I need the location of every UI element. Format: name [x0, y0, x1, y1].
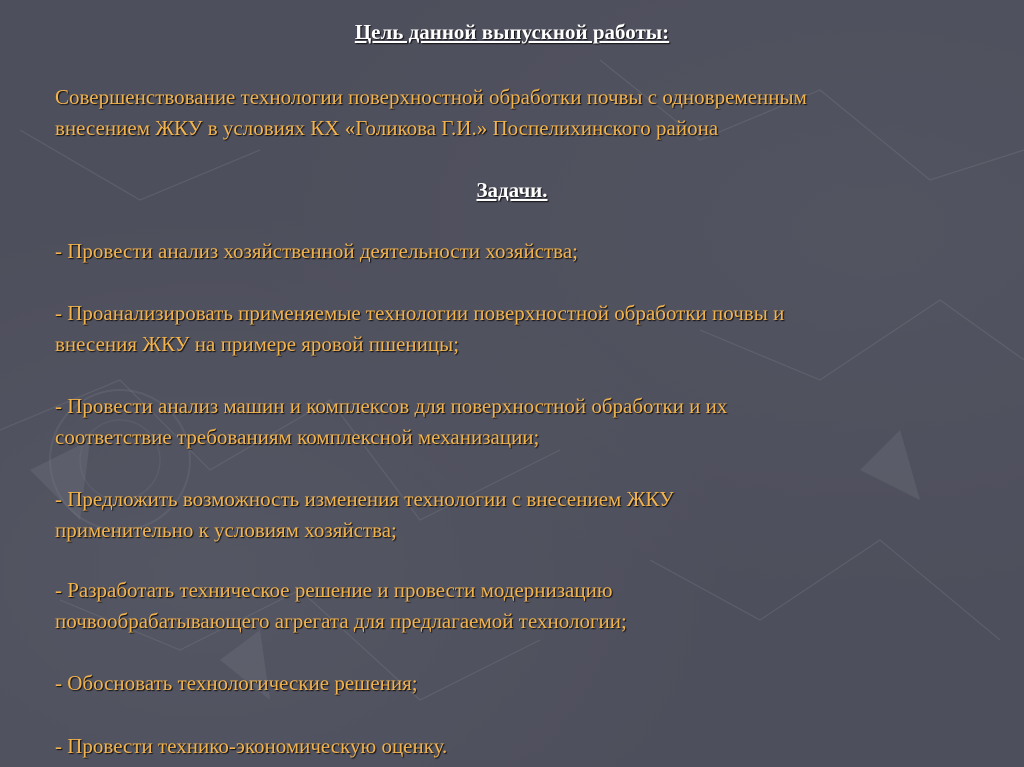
task-item-4-line-2: применительно к условиям хозяйства;	[55, 518, 397, 542]
task-item-2-line-1: - Проанализировать применяемые технологии поверхностной обработки почвы и	[55, 301, 785, 325]
task-item-3-line-2: соответствие требованиям комплексной механизации;	[55, 425, 540, 449]
task-item-1-line-1: - Провести анализ хозяйственной деятельности хозяйства;	[55, 239, 578, 263]
task-item-7-line-1: - Провести технико-экономическую оценку.	[55, 734, 448, 758]
task-item-6-line-1: - Обосновать технологические решения;	[55, 671, 418, 695]
task-item-4-line-1: - Предложить возможность изменения технологии с внесением ЖКУ	[55, 487, 674, 511]
goal-heading: Цель данной выпускной работы:	[354, 20, 670, 44]
tasks-heading: Задачи.	[476, 178, 548, 202]
task-item-2-line-2: внесения ЖКУ на примере яровой пшеницы;	[55, 332, 460, 356]
goal-text-line-2: внесением ЖКУ в условиях КХ «Голикова Г.И.» Поспелихинского района	[55, 116, 719, 140]
task-item-5-line-2: почвообрабатывающего агрегата для предлагаемой технологии;	[55, 609, 627, 633]
task-item-5-line-1: - Разработать техническое решение и провести модернизацию	[55, 578, 613, 602]
task-item-3-line-1: - Провести анализ машин и комплексов для поверхностной обработки и их	[55, 394, 728, 418]
goal-text-line-1: Совершенствование технологии поверхностной обработки почвы с одновременным	[55, 85, 807, 109]
